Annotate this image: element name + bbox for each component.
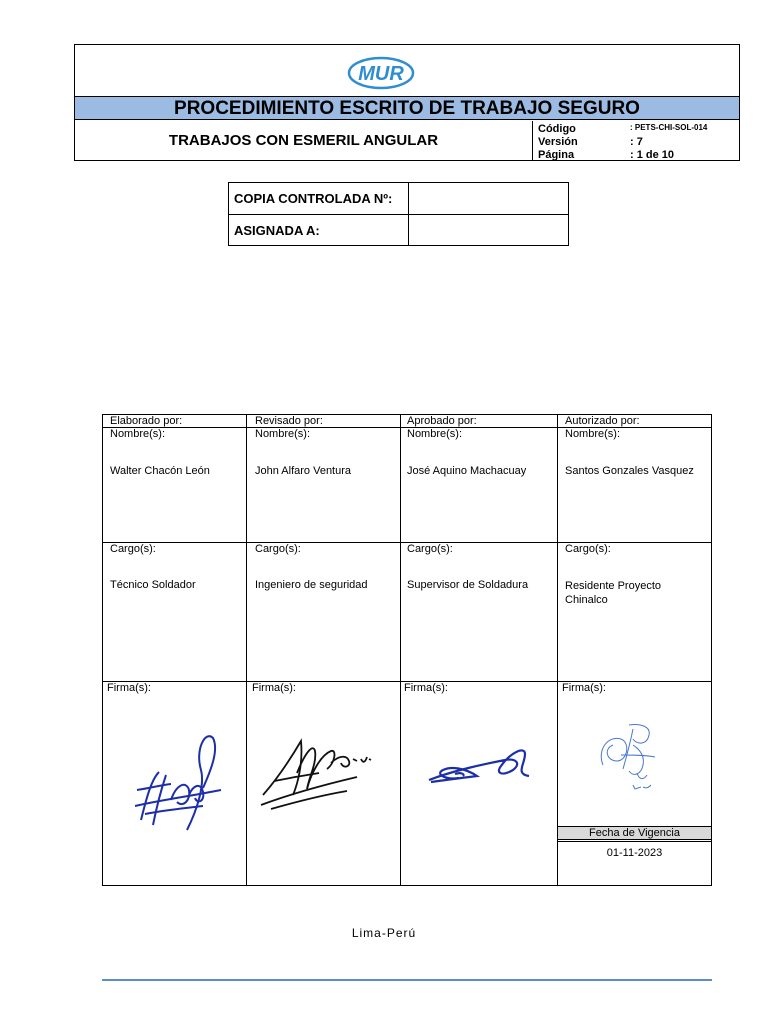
cargo-autorizado: Residente Proyecto Chinalco	[565, 580, 661, 606]
column-divider	[400, 415, 401, 885]
name-label: Nombre(s):	[255, 428, 311, 440]
document-title: PROCEDIMIENTO ESCRITO DE TRABAJO SEGURO	[75, 96, 739, 120]
firma-label: Firma(s):	[107, 682, 151, 694]
cargo-revisado: Ingeniero de seguridad	[255, 579, 368, 591]
cargo-label: Cargo(s):	[255, 543, 301, 555]
meta-label: Versión	[538, 136, 578, 148]
controlled-copy-label: COPIA CONTROLADA Nº:	[229, 183, 409, 214]
approvals-table	[102, 414, 712, 886]
vigencia-label: Fecha de Vigencia	[558, 826, 711, 840]
footer-city: Lima-Perú	[351, 926, 417, 940]
document-header	[74, 44, 740, 161]
cargo-label: Cargo(s):	[407, 543, 453, 555]
controlled-copy-table	[228, 182, 569, 246]
document-subtitle: TRABAJOS CON ESMERIL ANGULAR	[75, 121, 533, 160]
name-label: Nombre(s):	[565, 428, 621, 440]
firma-label: Firma(s):	[252, 682, 296, 694]
name-label: Nombre(s):	[407, 428, 463, 440]
controlled-copy-row	[229, 183, 568, 214]
document-meta	[535, 121, 739, 160]
signature-walter	[131, 730, 231, 835]
name-label: Nombre(s):	[110, 428, 166, 440]
assigned-value	[414, 215, 564, 246]
meta-value: : 1 de 10	[630, 149, 675, 161]
company-logo	[347, 49, 415, 93]
cargo-aprobado: Supervisor de Soldadura	[407, 579, 529, 591]
meta-value: : PETS-CHI-SOL-014	[630, 123, 708, 132]
signature-john	[253, 733, 383, 813]
signature-santos	[593, 715, 663, 795]
role-elaborado: Elaborado por:	[110, 415, 183, 427]
assigned-label: ASIGNADA A:	[229, 215, 409, 246]
vigencia-divider	[558, 841, 711, 842]
name-elaborado: Walter Chacón León	[110, 465, 210, 477]
signature-jose	[425, 740, 537, 790]
meta-value: : 7	[630, 136, 643, 148]
column-divider	[557, 415, 558, 885]
controlled-copy-value	[414, 183, 564, 214]
name-autorizado: Santos Gonzales Vasquez	[565, 465, 694, 477]
name-revisado: John Alfaro Ventura	[255, 465, 352, 477]
footer-line	[102, 979, 712, 981]
cargo-label: Cargo(s):	[565, 543, 611, 555]
role-revisado: Revisado por:	[255, 415, 323, 427]
logo-text: MUR	[358, 63, 404, 85]
column-divider	[246, 415, 247, 885]
vigencia-date: 01-11-2023	[606, 847, 663, 859]
assigned-row	[229, 214, 568, 246]
meta-label: Código	[538, 123, 576, 135]
cargo-elaborado: Técnico Soldador	[110, 579, 196, 591]
meta-label: Página	[538, 149, 575, 161]
firma-label: Firma(s):	[404, 682, 448, 694]
cargo-label: Cargo(s):	[110, 543, 156, 555]
firma-label: Firma(s):	[562, 682, 606, 694]
role-aprobado: Aprobado por:	[407, 415, 477, 427]
name-aprobado: José Aquino Machacuay	[407, 465, 527, 477]
role-autorizado: Autorizado por:	[565, 415, 640, 427]
